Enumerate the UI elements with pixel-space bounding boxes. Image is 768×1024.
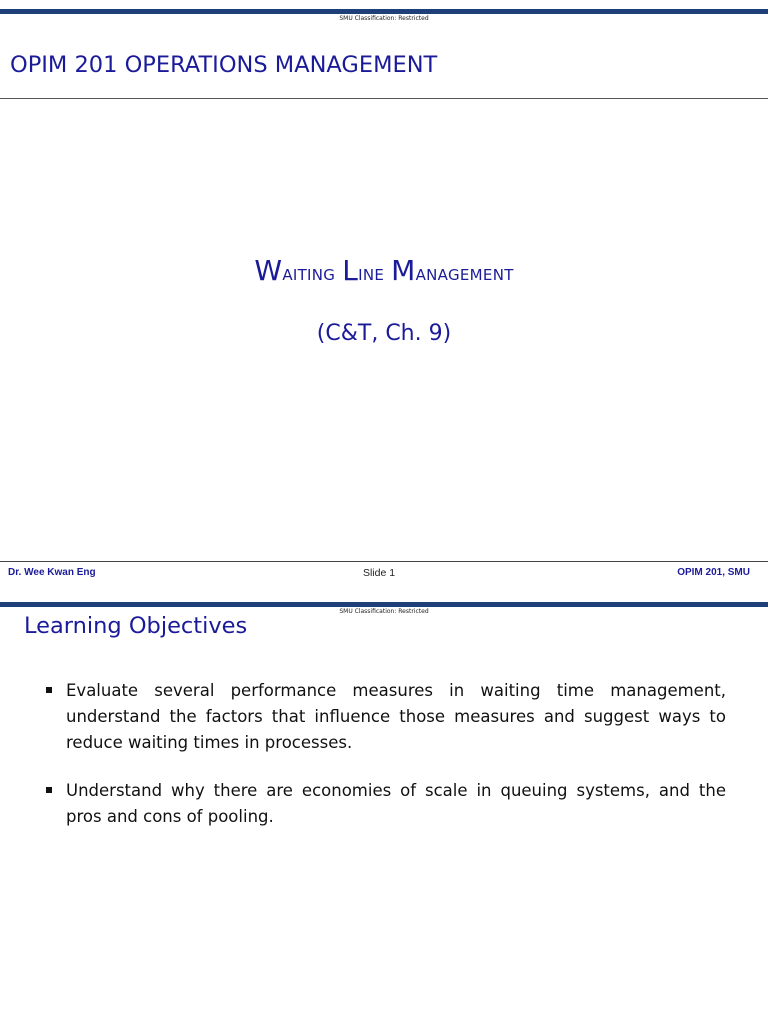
footer-divider <box>0 561 768 562</box>
footer-slide-number: Slide 1 <box>362 567 396 579</box>
title-rest-3: anagement <box>415 261 514 285</box>
list-item <box>46 678 726 756</box>
title-rest-2: ine <box>358 261 392 285</box>
footer-course: OPIM 201, SMU <box>677 567 750 578</box>
learning-objectives-title: Learning Objectives <box>24 613 248 639</box>
list-item <box>46 778 726 830</box>
classification-label: SMU Classification: Restricted <box>339 608 429 615</box>
classification-label: SMU Classification: Restricted <box>339 15 429 22</box>
bullet-square-icon <box>46 687 52 693</box>
objectives-list <box>46 678 726 852</box>
footer-author: Dr. Wee Kwan Eng <box>8 567 96 578</box>
top-accent-bar <box>0 602 768 607</box>
top-accent-bar <box>0 9 768 14</box>
objective-text: Understand why there are economies of scale in queuing systems, and the pros and cons of pooling. <box>66 781 726 826</box>
title-cap-2: L <box>342 254 359 287</box>
title-cap-3: M <box>391 254 416 287</box>
header-divider <box>0 98 768 99</box>
bullet-square-icon <box>46 787 52 793</box>
course-header-title: OPIM 201 OPERATIONS MANAGEMENT <box>10 52 438 78</box>
title-rest-1: aiting <box>282 261 343 285</box>
slide-subtitle: (C&T, Ch. 9) <box>316 321 452 346</box>
slide-title <box>0 254 768 287</box>
slide-2 <box>0 600 768 1024</box>
objective-text: Evaluate several performance measures in waiting time management, understand the factors that influence those measures and suggest ways to reduce waiting times in processes. <box>66 681 726 752</box>
title-cap-1: W <box>254 254 283 287</box>
